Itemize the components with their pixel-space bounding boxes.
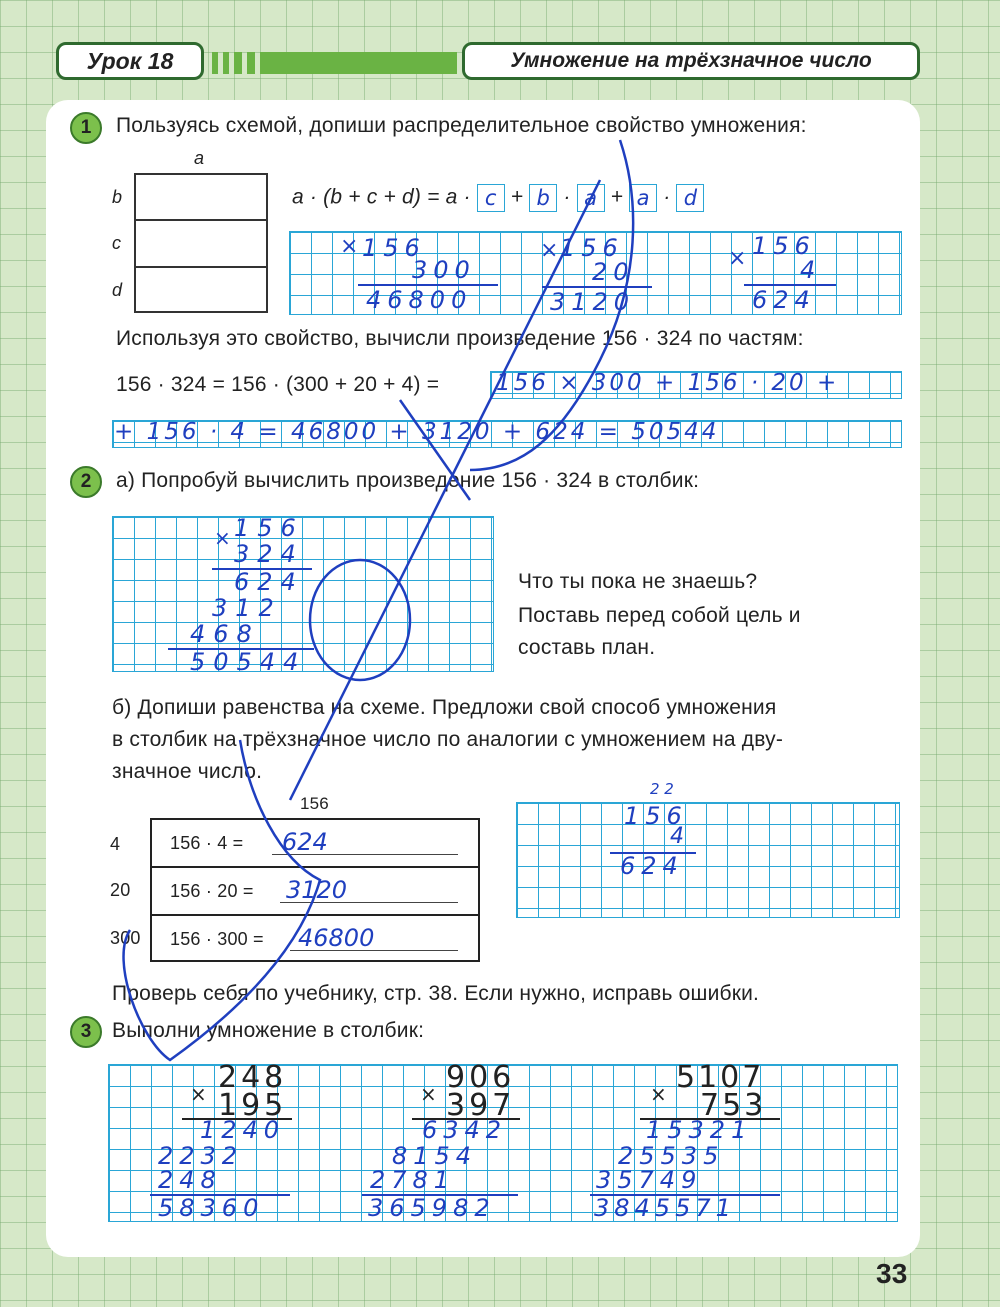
t3-c2-result: 365982 (368, 1194, 496, 1222)
t3-c2-p2: 8154 (392, 1142, 478, 1170)
topic-title: Умножение на трёхзначное число (462, 42, 920, 80)
t3-c1-p3: 248 (158, 1166, 222, 1194)
col3-sign: × (728, 246, 747, 271)
scheme-label-a: a (194, 148, 205, 168)
table-row: 156 · 20 = 3120 (152, 868, 478, 916)
workbook-page: Урок 18 Умножение на трёхзначное число 1 Пользуясь схемой, допиши распределительное свойство умножения: a b c d a · (b + c + d) = a · c + b · a + a · d × 156 300 46800 × 156 20 3120 × 156 4 624 Используя это свойство, вычисли произведение 156 · 324 по частям: 156 · 324 = 156 · (300 + 20 + 4) = 156 × 300 + 156 · 20 + + 156 · 4 = 46800 + 3120 + 624 = 50544 2 а) Попробуй вычислить произведение 156 · 324 в столбик: × 156 324 624 312 468 50544 Что ты пока не знаешь? Поставь перед собой цель и составь план. б) Допиши равенства на схеме. Предложи свой способ умножения в столбик на трёхзначное число по аналогии с умножением на дву- значное число. 156 156 · 4 = 624 156 · 20 = 3120 156 · 300 = 46800 4 20 300 2 2 156 4 624 Проверь себя по учебнику, стр. 38. Если нужно, исправь ошибки. 3 Выполни умножение в столбик: × 248 195 1240 2232 248 58360 × 906 397 6342 8154 2781 365982 × 5107 753 15321 25535 35749 3845571 33 (0, 0, 1000, 1307)
side-label-20: 20 (110, 880, 131, 900)
col1-result: 46800 (366, 286, 473, 314)
t2-top: 156 (234, 514, 304, 542)
col1-sign: × (340, 234, 359, 259)
side-mult: 4 (670, 824, 684, 849)
table-top-label: 156 (300, 794, 329, 813)
formula-box-4[interactable]: a (629, 184, 657, 212)
t3-c1-top: 248 (218, 1060, 288, 1095)
t3-c2-p3: 2781 (370, 1166, 456, 1194)
task1-expression: 156 · 324 = 156 · (300 + 20 + 4) = (116, 373, 440, 396)
answer-row-2[interactable]: 3120 (286, 876, 348, 904)
col2-result: 3120 (550, 288, 636, 316)
col2-sign: × (540, 238, 559, 263)
page-number: 33 (876, 1258, 908, 1289)
col3-result: 624 (752, 286, 816, 314)
col3-top: 156 (752, 232, 816, 260)
col3-mult: 4 (800, 256, 816, 284)
t2-mult: 324 (234, 540, 304, 568)
task2-part-b-2: в столбик на трёхзначное число по аналогии с умножением на дву- (112, 728, 784, 751)
scheme-label-b: b (112, 187, 123, 207)
t2-sign: × (214, 526, 231, 550)
side-label-4: 4 (110, 834, 121, 854)
task2-part-b-3: значное число. (112, 760, 263, 783)
hint-2: Поставь перед собой цель и (518, 604, 801, 627)
formula-box-1[interactable]: c (477, 184, 505, 212)
task1-instruction: Пользуясь схемой, допиши распределительное свойство умножения: (116, 114, 807, 137)
formula-box-5[interactable]: d (676, 184, 704, 212)
answer-line-2: + 156 · 4 = 46800 + 3120 + 624 = 50544 (114, 419, 720, 445)
col1-top: 156 (362, 234, 426, 262)
t3-c2-top: 906 (446, 1060, 516, 1095)
t3-c3-p3: 35749 (596, 1166, 703, 1194)
task-number-3: 3 (70, 1016, 102, 1048)
answer-line-1: 156 × 300 + 156 · 20 + (496, 370, 840, 396)
task2-part-a: а) Попробуй вычислить произведение 156 · 324 в столбик: (116, 469, 700, 492)
task-number-2: 2 (70, 466, 102, 498)
t3-c3-result: 3845571 (594, 1194, 736, 1222)
table-row: 156 · 4 = 624 (152, 820, 478, 868)
t3-c1-p1: 1240 (200, 1116, 286, 1144)
col2-mult: 20 (592, 258, 635, 286)
t3-c1-mult: 195 (218, 1088, 288, 1123)
task2-part-b-1: б) Допиши равенства на схеме. Предложи свой способ умножения (112, 696, 777, 719)
check-note: Проверь себя по учебнику, стр. 38. Если нужно, исправь ошибки. (112, 982, 760, 1005)
hint-1: Что ты пока не знаешь? (518, 570, 758, 593)
t2-result: 50544 (190, 648, 307, 676)
formula-box-2[interactable]: b (529, 184, 557, 212)
t3-c1-p2: 2232 (158, 1142, 244, 1170)
side-carry: 2 2 (650, 780, 674, 798)
t2-p1: 624 (234, 568, 304, 596)
side-top: 156 (624, 802, 688, 830)
t2-p2: 312 (212, 594, 282, 622)
side-label-300: 300 (110, 928, 141, 948)
scheme-label-d: d (112, 280, 123, 300)
t3-c2-p1: 6342 (422, 1116, 508, 1144)
col2-top: 156 (560, 234, 624, 262)
scheme-label-c: c (112, 233, 122, 253)
t3-c2-mult: 397 (446, 1088, 516, 1123)
lesson-label: Урок 18 (56, 42, 204, 80)
t3-c3-top: 5107 (676, 1060, 765, 1095)
t3-c3-p1: 15321 (646, 1116, 753, 1144)
task1-instruction2: Используя это свойство, вычисли произведение 156 · 324 по частям: (116, 327, 804, 350)
t3-c3-p2: 25535 (618, 1142, 725, 1170)
table-row: 156 · 300 = 46800 (152, 916, 478, 964)
t3-c1-result: 58360 (158, 1194, 265, 1222)
answer-row-1[interactable]: 624 (282, 828, 328, 856)
task-number-1: 1 (70, 112, 102, 144)
answer-row-3[interactable]: 46800 (298, 924, 375, 952)
task3-instruction: Выполни умножение в столбик: (112, 1019, 425, 1042)
hint-3: составь план. (518, 636, 656, 659)
side-result: 624 (620, 852, 684, 880)
formula: a · (b + c + d) = a · c + b · a + a · d (292, 184, 704, 212)
t3-c3-mult: 753 (700, 1088, 767, 1123)
col1-mult: 300 (412, 256, 476, 284)
t2-p3: 468 (190, 620, 260, 648)
formula-box-3[interactable]: a (577, 184, 605, 212)
